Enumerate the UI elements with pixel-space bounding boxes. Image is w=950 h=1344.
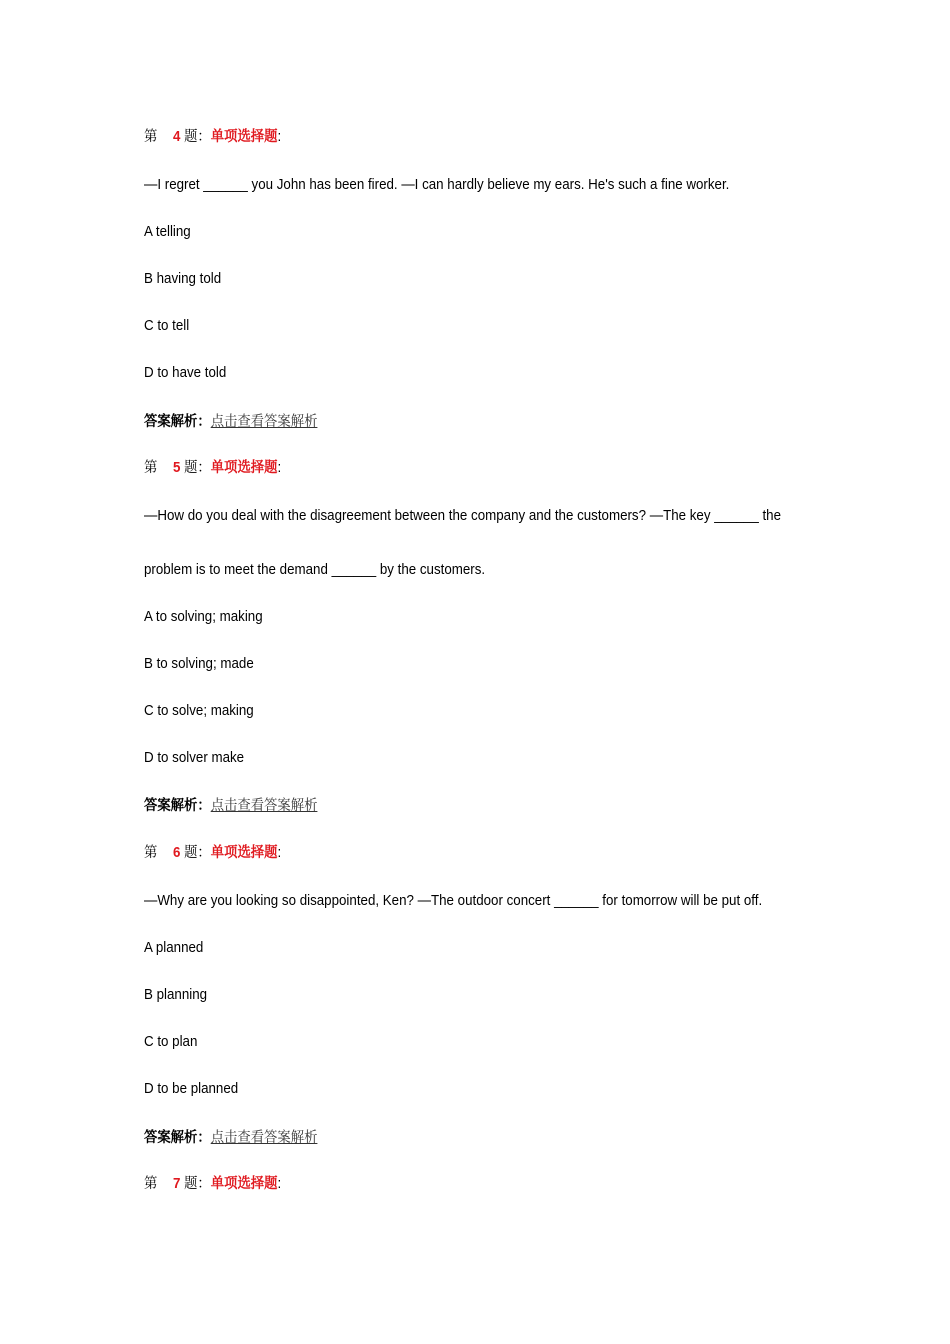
question-colon: : bbox=[277, 845, 282, 861]
question-colon: : bbox=[277, 460, 282, 476]
question-5-header bbox=[144, 459, 281, 477]
question-type: 单项选择题 bbox=[210, 129, 278, 145]
question-5-option-d: D to solver make bbox=[144, 750, 245, 766]
question-4-option-b: B having told bbox=[144, 271, 222, 287]
question-suffix: 题： bbox=[184, 845, 211, 861]
question-type: 单项选择题 bbox=[210, 1176, 278, 1192]
question-prefix: 第 bbox=[144, 129, 158, 145]
question-5-text-line-1: —How do you deal with the disagreement between the company and the customers? —The key ______ the bbox=[144, 508, 781, 524]
question-5-option-a: A to solving; making bbox=[144, 609, 263, 625]
question-number: 7 bbox=[172, 1176, 181, 1192]
question-5-option-b: B to solving; made bbox=[144, 656, 254, 672]
question-4-option-a: A telling bbox=[144, 224, 191, 240]
question-6-text: —Why are you looking so disappointed, Ken? —The outdoor concert ______ for tomorrow will be put off. bbox=[144, 893, 763, 909]
question-6-option-b: B planning bbox=[144, 987, 208, 1003]
question-number: 4 bbox=[172, 129, 181, 145]
question-4-answer bbox=[144, 413, 317, 431]
question-5-text-line-2: problem is to meet the demand ______ by the customers. bbox=[144, 562, 486, 578]
question-4-option-c: C to tell bbox=[144, 318, 190, 334]
question-colon: : bbox=[277, 129, 282, 145]
answer-label: 答案解析： bbox=[144, 1130, 211, 1146]
question-5-option-c: C to solve; making bbox=[144, 703, 254, 719]
question-4-text: —I regret ______ you John has been fired. —I can hardly believe my ears. He's such a fine worker. bbox=[144, 177, 730, 193]
question-type: 单项选择题 bbox=[210, 845, 278, 861]
question-7-header bbox=[144, 1175, 281, 1193]
question-4-header bbox=[144, 128, 281, 146]
question-prefix: 第 bbox=[144, 460, 158, 476]
question-suffix: 题： bbox=[184, 1176, 211, 1192]
question-6-answer bbox=[144, 1129, 317, 1147]
question-6-option-d: D to be planned bbox=[144, 1081, 239, 1097]
question-6-option-a: A planned bbox=[144, 940, 204, 956]
answer-link[interactable]: 点击查看答案解析 bbox=[210, 414, 318, 430]
answer-link[interactable]: 点击查看答案解析 bbox=[210, 798, 318, 814]
question-colon: : bbox=[277, 1176, 282, 1192]
answer-link[interactable]: 点击查看答案解析 bbox=[210, 1130, 318, 1146]
answer-label: 答案解析： bbox=[144, 414, 211, 430]
question-number: 5 bbox=[172, 460, 181, 476]
question-4-option-d: D to have told bbox=[144, 365, 227, 381]
question-5-answer bbox=[144, 797, 317, 815]
question-suffix: 题： bbox=[184, 129, 211, 145]
question-number: 6 bbox=[172, 845, 181, 861]
question-6-header bbox=[144, 844, 281, 862]
question-6-option-c: C to plan bbox=[144, 1034, 198, 1050]
question-type: 单项选择题 bbox=[210, 460, 278, 476]
question-prefix: 第 bbox=[144, 1176, 158, 1192]
question-prefix: 第 bbox=[144, 845, 158, 861]
question-suffix: 题： bbox=[184, 460, 211, 476]
answer-label: 答案解析： bbox=[144, 798, 211, 814]
